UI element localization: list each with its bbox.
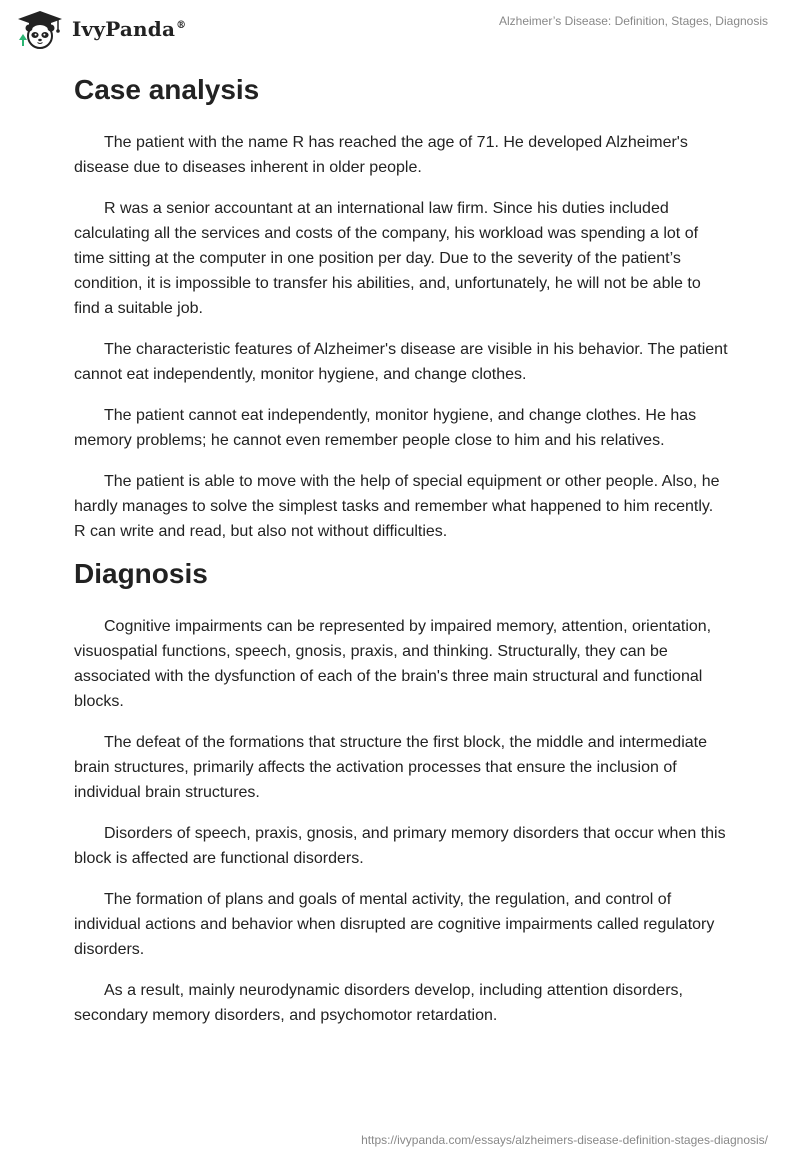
page-header: [0, 0, 800, 60]
section-heading: Case analysis: [74, 74, 260, 105]
section-case-analysis: [74, 70, 728, 544]
paragraph: Cognitive impairments can be represented by impaired memory, attention, orientation, visuospatial functions, speech, gnosis, praxis, and thinking. Structurally, they can be associated with the dysfunction of each of the brain's three main structural and functional blocks.: [74, 618, 712, 710]
paragraph: The patient is able to move with the help of special equipment or other people. Also, he hardly manages to solve the simplest tasks and remember what happened to him recently. R can write and read, but also not without difficulties.: [74, 473, 720, 540]
brand-name: [72, 17, 186, 41]
brand-name-text: IvyPanda: [72, 17, 176, 41]
panda-graduate-icon: [16, 10, 64, 50]
article-body: [74, 70, 728, 1028]
paragraph: The characteristic features of Alzheimer's disease are visible in his behavior. The patient cannot eat independently, monitor hygiene, and change clothes.: [74, 341, 728, 383]
document-title: Alzheimer’s Disease: Definition, Stages, Diagnosis: [498, 14, 768, 28]
source-url-link[interactable]: https://ivypanda.com/essays/alzheimers-disease-definition-stages-diagnosis/: [361, 1133, 768, 1147]
paragraph: R was a senior accountant at an international law firm. Since his duties included calculating all the services and costs of the company, his workload was spending a lot of time sitting at the computer in one position per day. Due to the severity of the patient’s condition, it is impossible to transfer his abilities, and, unfortunately, he will not be able to find a suitable job.: [74, 200, 701, 317]
section-diagnosis: [74, 554, 728, 1028]
paragraph: The formation of plans and goals of mental activity, the regulation, and control of individual actions and behavior when disrupted are cognitive impairments called regulatory disorders.: [74, 891, 715, 958]
registered-mark: ®: [176, 20, 187, 32]
section-heading: Diagnosis: [74, 558, 208, 589]
paragraph: The defeat of the formations that structure the first block, the middle and intermediate brain structures, primarily affects the activation processes that ensure the inclusion of individual brain structures.: [74, 734, 707, 801]
brand-logo[interactable]: [16, 10, 186, 50]
paragraph: Disorders of speech, praxis, gnosis, and primary memory disorders that occur when this block is affected are functional disorders.: [74, 825, 726, 867]
paragraph: The patient with the name R has reached the age of 71. He developed Alzheimer's disease due to diseases inherent in older people.: [74, 134, 688, 176]
paragraph: The patient cannot eat independently, monitor hygiene, and change clothes. He has memory problems; he cannot even remember people close to him and his relatives.: [74, 407, 697, 449]
paragraph: As a result, mainly neurodynamic disorders develop, including attention disorders, secondary memory disorders, and psychomotor retardation.: [74, 982, 683, 1024]
